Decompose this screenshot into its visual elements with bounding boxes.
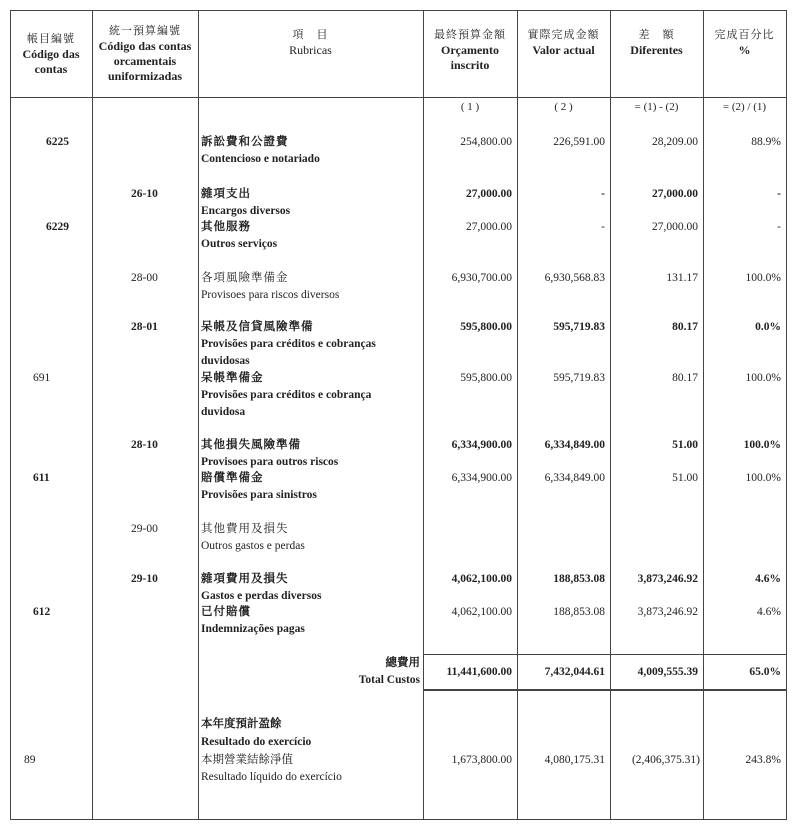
budget-value: 254,800.00 [460, 136, 512, 148]
difference-value: 51.00 [672, 439, 698, 451]
ref-4: = (2) / (1) [722, 101, 767, 113]
budget-value: 27,000.00 [466, 221, 512, 233]
header-pt: Código das contas [22, 46, 80, 76]
percent-value: 100.0% [745, 272, 781, 284]
result-sub-pt: Resultado líquido do exercício [201, 771, 342, 783]
budget-value: 4,062,100.00 [451, 606, 512, 618]
col-line [786, 10, 787, 820]
result-label-zh: 本年度預計盈餘 [201, 718, 282, 730]
total-percent: 65.0% [749, 666, 781, 678]
col-line [198, 10, 199, 820]
uniform-code: 29-10 [131, 573, 158, 585]
result-code: 89 [24, 754, 36, 766]
header-pt: Código das contas orcamentais uniformizadas [98, 39, 192, 83]
item-name-pt: Provisoes para riscos diversos [201, 289, 340, 301]
total-label-zh: 總費用 [385, 657, 420, 669]
percent-value: 0.0% [755, 321, 781, 333]
item-name-zh: 其他費用及損失 [201, 523, 289, 535]
header-pt: Diferentes [630, 43, 683, 57]
col-line [10, 10, 11, 820]
difference-value: 28,209.00 [652, 136, 698, 148]
account-code: 6229 [46, 221, 69, 233]
total-difference: 4,009,555.39 [637, 666, 698, 678]
uniform-code: 28-00 [131, 272, 158, 284]
header-zh: 差 額 [638, 29, 675, 41]
item-name-zh: 各項風險準備金 [201, 272, 289, 284]
item-name-zh: 其他損失風險準備 [201, 439, 301, 451]
budget-value: 4,062,100.00 [451, 573, 512, 585]
header-pt: Orçamento inscrito [441, 43, 499, 72]
col-line [517, 10, 518, 820]
difference-value: 80.17 [672, 321, 698, 333]
header-zh: 完成百分比 [714, 29, 775, 41]
uniform-code: 26-10 [131, 188, 158, 200]
total-actual: 7,432,044.61 [544, 666, 605, 678]
actual-value: 6,334,849.00 [544, 472, 605, 484]
header-zh: 帳目編號 [27, 32, 75, 45]
uniform-code: 28-01 [131, 321, 158, 333]
total-top-rule [423, 654, 786, 655]
actual-value: - [601, 188, 605, 200]
percent-value: 88.9% [751, 136, 781, 148]
item-name-pt: duvidosas [201, 355, 250, 367]
result-budget: 1,673,800.00 [451, 754, 512, 766]
item-name-zh: 呆帳及信貸風險準備 [201, 321, 314, 333]
item-name-zh: 訴訟費和公證費 [201, 136, 289, 148]
actual-value: 188,853.08 [553, 573, 605, 585]
actual-value: 188,853.08 [553, 606, 605, 618]
result-difference: (2,406,375.31) [631, 754, 700, 766]
actual-value: 226,591.00 [553, 136, 605, 148]
actual-value: 6,334,849.00 [544, 439, 605, 451]
difference-value: 27,000.00 [652, 188, 698, 200]
header-pt: % [738, 43, 751, 57]
item-name-zh: 賠償準備金 [201, 472, 264, 484]
percent-value: 100.0% [743, 439, 781, 451]
result-percent: 243.8% [745, 754, 781, 766]
col-line [423, 10, 424, 820]
account-code: 611 [33, 472, 50, 484]
account-code: 6225 [46, 136, 69, 148]
actual-value: - [601, 221, 605, 233]
item-name-zh: 雜項支出 [201, 188, 251, 200]
header-difference [610, 12, 703, 96]
item-name-pt: Outros gastos e perdas [201, 540, 305, 552]
header-zh: 項 目 [292, 29, 329, 41]
col-line [610, 10, 611, 820]
budget-value: 6,334,900.00 [451, 472, 512, 484]
table-bottom-border [10, 819, 786, 820]
uniform-code: 29-00 [131, 523, 158, 535]
total-label-pt: Total Custos [358, 674, 420, 686]
header-uniform-code [92, 12, 198, 96]
header-budget [423, 12, 517, 96]
percent-value: 4.6% [755, 573, 781, 585]
item-name-zh: 呆帳準備金 [201, 372, 264, 384]
ref-1: ( 1 ) [460, 101, 480, 113]
difference-value: 27,000.00 [652, 221, 698, 233]
item-name-pt: Provisões para créditos e cobrança [201, 389, 372, 401]
item-name-pt: Contencioso e notariado [201, 153, 320, 165]
header-divider [10, 97, 786, 98]
account-code: 612 [33, 606, 51, 618]
item-name-zh: 雜項費用及損失 [201, 573, 289, 585]
actual-value: 595,719.83 [553, 321, 605, 333]
item-name-zh: 其他服務 [201, 221, 251, 233]
header-account-code [10, 12, 92, 96]
header-zh: 最終預算金額 [434, 29, 506, 41]
header-actual [517, 12, 610, 96]
item-name-pt: Encargos diversos [201, 205, 291, 217]
item-name-pt: Indemnizações pagas [201, 623, 305, 635]
difference-value: 80.17 [672, 372, 698, 384]
col-line [92, 10, 93, 820]
item-name-pt: Outros serviços [201, 238, 278, 250]
result-actual: 4,080,175.31 [544, 754, 605, 766]
total-budget: 11,441,600.00 [446, 666, 512, 678]
item-name-pt: Provisões para sinistros [201, 489, 317, 501]
header-zh: 實際完成金額 [527, 29, 600, 41]
item-name-pt: duvidosa [201, 406, 246, 418]
difference-value: 51.00 [672, 472, 698, 484]
item-name-pt: Gastos e perdas diversos [201, 590, 322, 602]
difference-value: 3,873,246.92 [637, 573, 698, 585]
header-pt: Valor actual [532, 43, 595, 57]
budget-value: 595,800.00 [460, 372, 512, 384]
percent-value: - [777, 188, 781, 200]
item-name-pt: Provisoes para outros riscos [201, 456, 339, 468]
budget-value: 6,930,700.00 [451, 272, 512, 284]
budget-value: 595,800.00 [460, 321, 512, 333]
percent-value: 100.0% [745, 372, 781, 384]
header-rubricas [198, 12, 423, 96]
percent-value: - [777, 221, 781, 233]
col-line [703, 10, 704, 820]
actual-value: 595,719.83 [553, 372, 605, 384]
actual-value: 6,930,568.83 [544, 272, 605, 284]
header-percent [703, 12, 786, 96]
header-zh: 統一預算編號 [109, 25, 181, 37]
budget-value: 6,334,900.00 [451, 439, 512, 451]
item-name-pt: Provisões para créditos e cobranças [201, 338, 376, 350]
ref-3: = (1) - (2) [634, 101, 679, 113]
result-label-pt: Resultado do exercício [201, 736, 312, 748]
total-bottom-rule [423, 689, 786, 691]
ref-2: ( 2 ) [554, 101, 573, 113]
percent-value: 100.0% [745, 472, 781, 484]
uniform-code: 28-10 [131, 439, 158, 451]
header-pt: Rubricas [289, 43, 332, 57]
budget-value: 27,000.00 [466, 188, 512, 200]
result-sub-zh: 本期營業結餘淨值 [201, 754, 293, 766]
difference-value: 131.17 [666, 272, 698, 284]
percent-value: 4.6% [757, 606, 781, 618]
account-code: 691 [33, 372, 51, 384]
item-name-zh: 已付賠償 [201, 606, 251, 618]
difference-value: 3,873,246.92 [637, 606, 698, 618]
table-top-border [10, 10, 786, 11]
